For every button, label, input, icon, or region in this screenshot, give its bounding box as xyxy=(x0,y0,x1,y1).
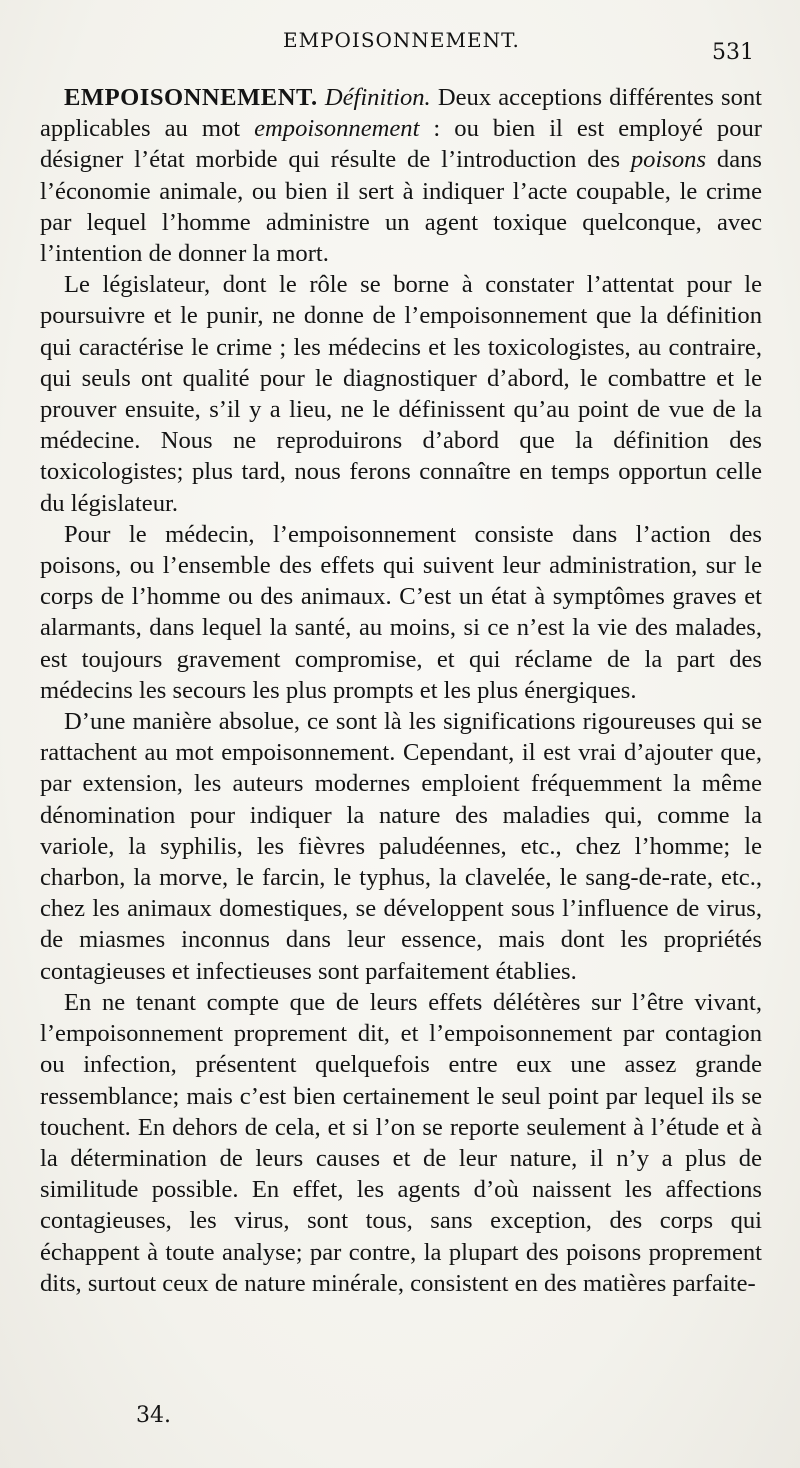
page-number: 531 xyxy=(712,40,754,65)
paragraph: Pour le médecin, l’empoisonnement consiste dans l’action des poisons, ou l’ensemble des effets qui suivent leur administration, sur le corps de l’homme ou des animaux. C’est un état à symptômes graves et alarmants, dans lequel la santé, au moins, si ce n’est la vie des malades, est toujours gravement compromise, et qui réclame de la part des médecins les secours les plus prompts et les plus énergiques. xyxy=(40,520,762,704)
article-body xyxy=(40,82,762,1299)
first-paragraph-text xyxy=(40,84,762,267)
paragraph: En ne tenant compte que de leurs effets délétères sur l’être vivant, l’empoisonnement proprement dit, et l’empoisonnement par contagion ou infection, présentent quelquefois entre eux une assez grande ressemblance; mais c’est bien certainement le seul point par lequel ils se touchent. En dehors de cela, et si l’on se reporte seulement à l’étude et à la détermination de leurs causes et de leur nature, il n’y a plus de similitude possible. En effet, les agents d’où naissent les affections contagieuses, les virus, sont tous, sans exception, des corps qui échappent à toute analyse; par contre, la plupart des poisons proprement dits, surtout ceux de nature minérale, consistent en des matières parfaite- xyxy=(40,988,762,1297)
signature-mark: 34. xyxy=(136,1403,171,1428)
paragraph: D’une manière absolue, ce sont là les significations rigoureuses qui se rattachent au mot empoisonnement. Cependant, il est vrai d’ajouter que, par extension, les auteurs modernes emploient fréquemment la même dénomination pour indiquer la nature des maladies qui, comme la variole, la syphilis, les fièvres paludéennes, etc., chez l’homme; le charbon, la morve, le farcin, le typhus, la clavelée, le sang-de-rate, etc., chez les animaux domestiques, se développent sous l’influence de virus, de miasmes inconnus dans leur essence, mais dont les propriétés contagieuses et infectieuses sont parfaitement établies. xyxy=(40,708,762,985)
paragraph: Le législateur, dont le rôle se borne à constater l’attentat pour le poursuivre et le punir, ne donne de l’empoisonnement que la définition qui caractérise le crime ; les médecins et les toxicologistes, au contraire, qui seuls ont qualité pour le diagnostiquer d’abord, le combattre et le prouver ensuite, s’il y a lieu, ne le définissent qu’au point de vue de la médecine. Nous ne reproduirons d’abord que la définition des toxicologistes; plus tard, nous ferons connaître en temps opportun celle du législateur. xyxy=(40,271,762,517)
paragraph xyxy=(40,82,762,269)
text-segment: Deux acceptions différentes sont applicables au mot xyxy=(40,84,762,143)
italic-text-segment: poisons xyxy=(630,146,707,174)
text-segment: dans l’économie animale, ou bien il sert à indiquer l’acte coupable, le crime par lequel l’homme administre un agent toxique quelconque, avec l’intention de donner la mort. xyxy=(40,146,762,268)
italic-text-segment: Définition. xyxy=(324,84,431,111)
headword: EMPOISONNEMENT. xyxy=(64,84,318,111)
text-segment: : ou bien il est employé pour désigner l’état morbide qui résulte de l’introduction des xyxy=(40,115,762,174)
running-head: EMPOISONNEMENT. xyxy=(283,28,520,52)
italic-text-segment: empoisonnement xyxy=(254,115,420,143)
text-segment xyxy=(318,84,325,111)
